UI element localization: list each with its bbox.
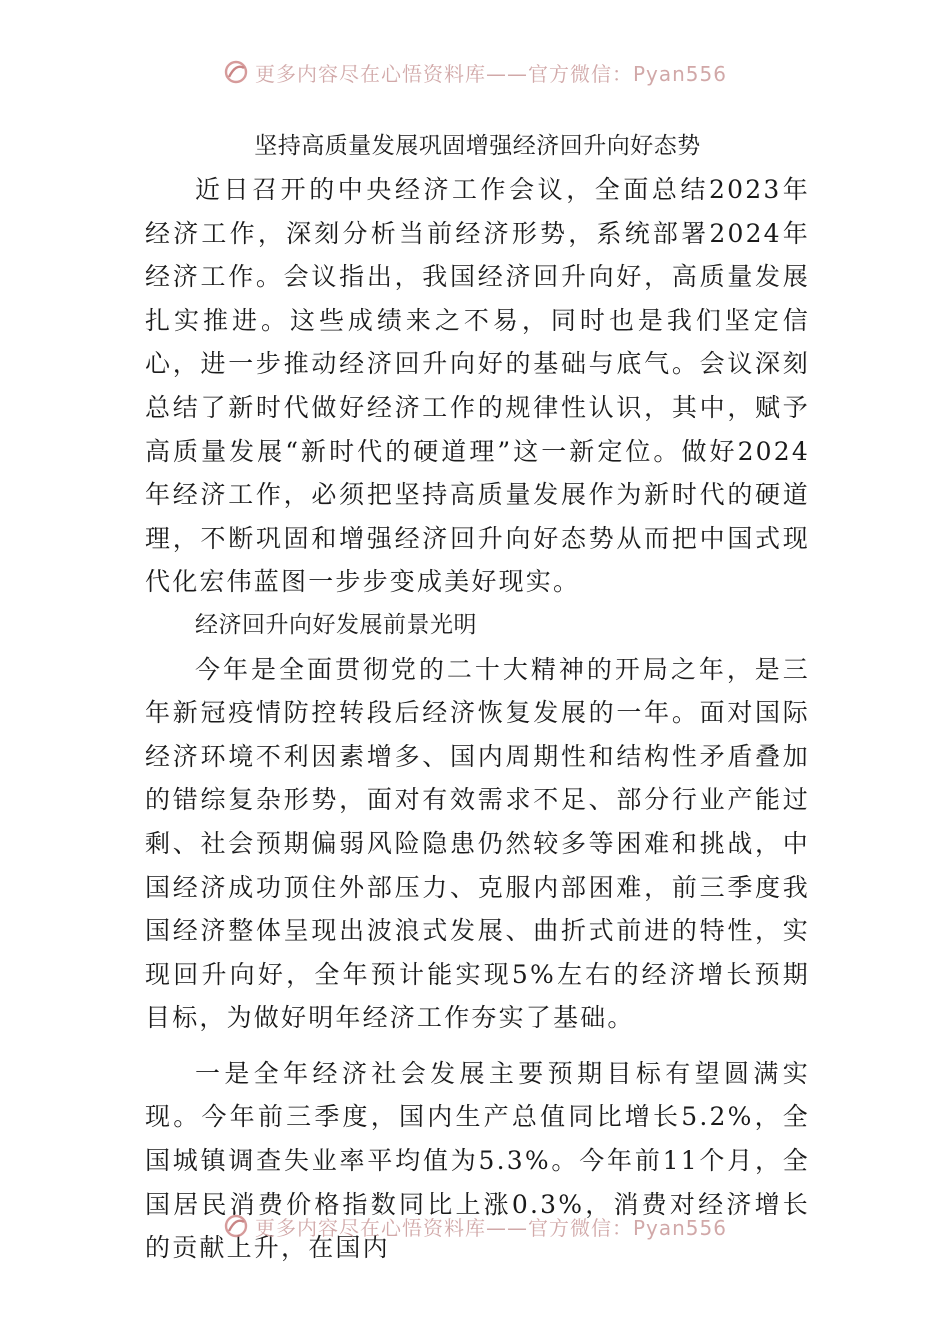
document-page xyxy=(145,126,810,1270)
watermark-logo-icon xyxy=(223,59,249,85)
footer-watermark xyxy=(0,1206,950,1246)
document-title: 坚持高质量发展巩固增强经济回升向好态势 xyxy=(254,133,701,159)
header-watermark xyxy=(0,52,950,92)
watermark-text: 更多内容尽在心悟资料库——官方微信：Pyan556 xyxy=(254,1215,727,1240)
paragraph-background: 今年是全面贯彻党的二十大精神的开局之年，是三年新冠疫情防控转段后经济恢复发展的一年。面对国际经济环境不利因素增多、国内周期性和结构性矛盾叠加的错综复杂形势，面对有效需求不足、部分行业产能过剩、社会预期偏弱风险隐患仍然较多等困难和挑战，中国经济成功顶住外部压力、克服内部困难，前三季度我国经济整体呈现出波浪式发展、曲折式前进的特性，实现回升向好，全年预计能实现5%左右的经济增长预期目标，为做好明年经济工作夯实了基础。 xyxy=(145,654,810,1033)
watermark-logo-icon xyxy=(223,1213,249,1239)
paragraph-point-one: 一是全年经济社会发展主要预期目标有望圆满实现。今年前三季度，国内生产总值同比增长5.2%，全国城镇调查失业率平均值为5.3%。今年前11个月，全国居民消费价格指数同比上涨0.3%，消费对经济增长的贡献上升，在国内 xyxy=(145,1058,810,1263)
watermark-text: 更多内容尽在心悟资料库——官方微信：Pyan556 xyxy=(254,61,727,86)
paragraph-intro: 近日召开的中央经济工作会议，全面总结2023年经济工作，深刻分析当前经济形势，系统部署2024年经济工作。会议指出，我国经济回升向好，高质量发展扎实推进。这些成绩来之不易，同时也是我们坚定信心，进一步推动经济回升向好的基础与底气。会议深刻总结了新时代做好经济工作的规律性认识，其中，赋予高质量发展“新时代的硬道理”这一新定位。做好2024年经济工作，必须把坚持高质量发展作为新时代的硬道理，不断巩固和增强经济回升向好态势从而把中国式现代化宏伟蓝图一步步变成美好现实。 xyxy=(145,175,810,597)
section-heading: 经济回升向好发展前景光明 xyxy=(195,611,477,638)
